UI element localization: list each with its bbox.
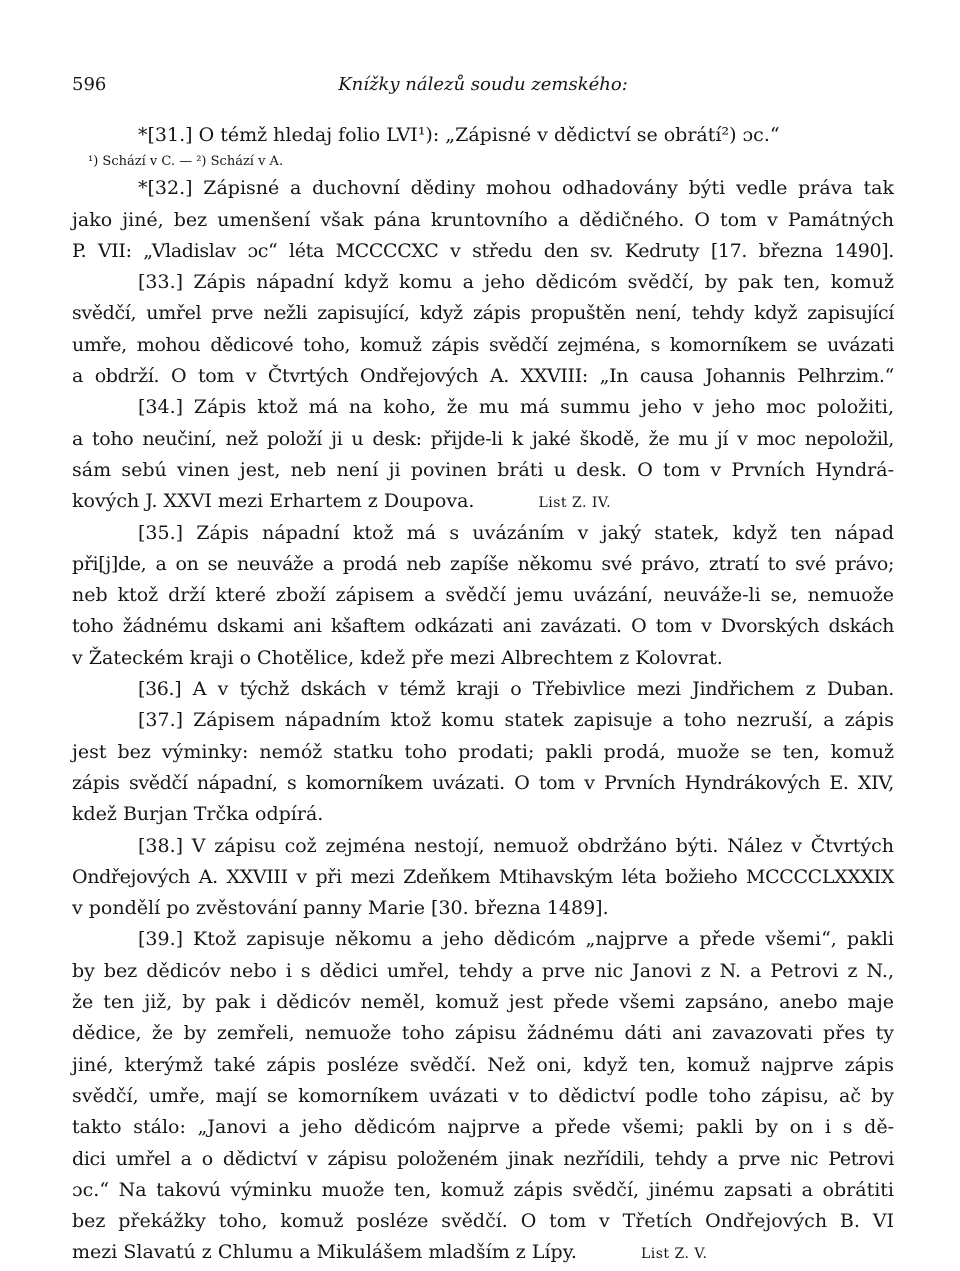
paragraph-line: umře, mohou dědicové toho, komuž zápis svědčí zejména, s komorníkem se uvázati [72, 333, 894, 356]
paragraph-line: a obdrží. O tom v Čtvrtých Ondřejových A. XXVIII: „In causa Johannis Pelhrzim.“ [72, 365, 894, 388]
paragraph-line: [34.] Zápis ktož má na koho, že mu má summu jeho v jeho moc položiti, [138, 396, 894, 419]
paragraph-line: a toho neučiní, než položí ji u desk: přijde-li k jaké škodě, že mu jí v moc nepoložil, [72, 427, 894, 450]
paragraph-line: by bez dědicóv nebo i s dědici umřel, tehdy a prve nic Janovi z N. a Petrovi z N., [72, 959, 894, 982]
paragraph-line: Ondřejových A. XXVIII v při mezi Zdeňkem Mtihavským léta božieho MCCCCLXXXIX [72, 865, 894, 888]
paragraph-line [72, 1237, 894, 1268]
paragraph-line: bez překážky toho, komuž posléze svědčí. O tom v Třetích Ondřejových B. VI [72, 1210, 894, 1233]
paragraph-line: [33.] Zápis nápadní když komu a jeho dědicóm svědčí, by pak ten, komuž [138, 271, 894, 294]
paragraph-line: [38.] V zápisu což zejména nestojí, nemuož obdržáno býti. Nález v Čtvrtých [138, 834, 894, 857]
paragraph-line: kdež Burjan Trčka odpírá. [72, 803, 324, 826]
paragraph-line: toho žádnému dskami ani kšaftem odkázati ani zavázati. O tom v Dvorských dskách [72, 615, 894, 638]
paragraph-line: ɔc.“ Na takovú výminku muože ten, komuž zápis svědčí, jinému zapsati a obrátiti [72, 1178, 894, 1201]
paragraph-line-text: kových J. XXVI mezi Erhartem z Doupova. [72, 490, 475, 513]
paragraph-line: [37.] Zápisem nápadním ktož komu statek zapisuje a toho nezruší, a zápis [138, 709, 894, 732]
paragraph-line: zápis svědčí nápadní, s komorníkem uvázati. O tom v Prvních Hyndrákových E. XIV, [72, 771, 894, 794]
paragraph-line: *[32.] Zápisné a duchovní dědiny mohou odhadovány býti vedle práva tak [138, 177, 894, 200]
page-number: 596 [72, 74, 107, 95]
paragraph-line [72, 486, 894, 517]
leaf-reference: List Z. IV. [538, 495, 612, 512]
paragraph-line: [36.] A v týchž dskách v témž kraji o Třebivlice mezi Jindřichem z Duban. [138, 678, 894, 701]
paragraph-37 [72, 705, 894, 830]
paragraph-line: [39.] Ktož zapisuje někomu a jeho dědicóm „najprve a přede všemi“, pakli [138, 928, 894, 951]
paragraph-31 [72, 120, 894, 173]
paragraph-line: [35.] Zápis nápadní ktož má s uvázáním v jaký statek, když ten nápad [138, 521, 894, 544]
paragraph-line: jest bez výminky: nemóž statku toho prodati; pakli prodá, muože se ten, komuž [72, 740, 894, 763]
footnote: ¹) Schází v C. — ²) Schází v A. [88, 154, 284, 170]
paragraph-39 [72, 924, 894, 1268]
paragraph-line: svědčí, umře, mají se komorníkem uvázati v to dědictví podle toho zápisu, ač by [72, 1084, 894, 1107]
paragraph-line: že ten již, by pak i dědicóv neměl, komuž jest přede všemi zapsáno, anebo maje [72, 991, 894, 1014]
paragraph-line: neb ktož drží které zboží zápisem a svědčí jemu uvázání, neuváže-li se, nemuože [72, 584, 894, 607]
paragraph-32 [72, 173, 894, 267]
paragraph-line: svědčí, umřel prve nežli zapisující, když zápis propuštěn není, tehdy když zapisující [72, 302, 894, 325]
leaf-reference: List Z. V. [640, 1246, 708, 1263]
paragraph-line: jiné, kterýmž také zápis posléze svědčí. Než oni, když ten, komuž najprve zápis [72, 1053, 894, 1076]
paragraph-33 [72, 267, 894, 392]
paragraph-35 [72, 518, 894, 674]
paragraph-line: v Žateckém kraji o Chotělice, kdež pře mezi Albrechtem z Kolovrat. [72, 646, 723, 669]
paragraph-line: takto stálo: „Janovi a jeho dědicóm najprve a přede všemi; pakli by on i s dě- [72, 1116, 894, 1139]
paragraph-34 [72, 392, 894, 517]
paragraph-line: dědice, že by zemřeli, nemuože toho zápisu žádnému dáti ani zavazovati přes ty [72, 1022, 894, 1045]
paragraph-36 [72, 674, 894, 705]
paragraph-line: v pondělí po zvěstování panny Marie [30. března 1489]. [72, 897, 609, 920]
running-title: Knížky nálezů soudu zemského: [338, 74, 628, 95]
page-header [72, 74, 894, 102]
page-body [72, 120, 894, 1269]
paragraph-line: jako jiné, bez umenšení však pána kruntovního a dědičného. O tom v Památných [72, 208, 894, 231]
paragraph-line: *[31.] O témž hledaj folio LVI¹): „Zápisné v dědictví se obrátí²) ɔc.“ [138, 124, 780, 146]
paragraph-line-text: mezi Slavatú z Chlumu a Mikulášem mladším z Lípy. [72, 1241, 577, 1264]
paragraph-line: sám sebú vinen jest, neb není ji povinen bráti u desk. O tom v Prvních Hyndrá- [72, 458, 894, 481]
paragraph-38 [72, 831, 894, 925]
paragraph-line: při[j]de, a on se neuváže a prodá neb zapíše někomu své právo, ztratí to své právo; [72, 552, 894, 575]
paragraph-line: dici umřel a o dědictví v zápisu položeném jinak nezřídili, tehdy a prve nic Petrovi [72, 1147, 894, 1170]
paragraph-line: P. VII: „Vladislav ɔc“ léta MCCCCXC v středu den sv. Kedruty [17. března 1490]. [72, 239, 894, 262]
